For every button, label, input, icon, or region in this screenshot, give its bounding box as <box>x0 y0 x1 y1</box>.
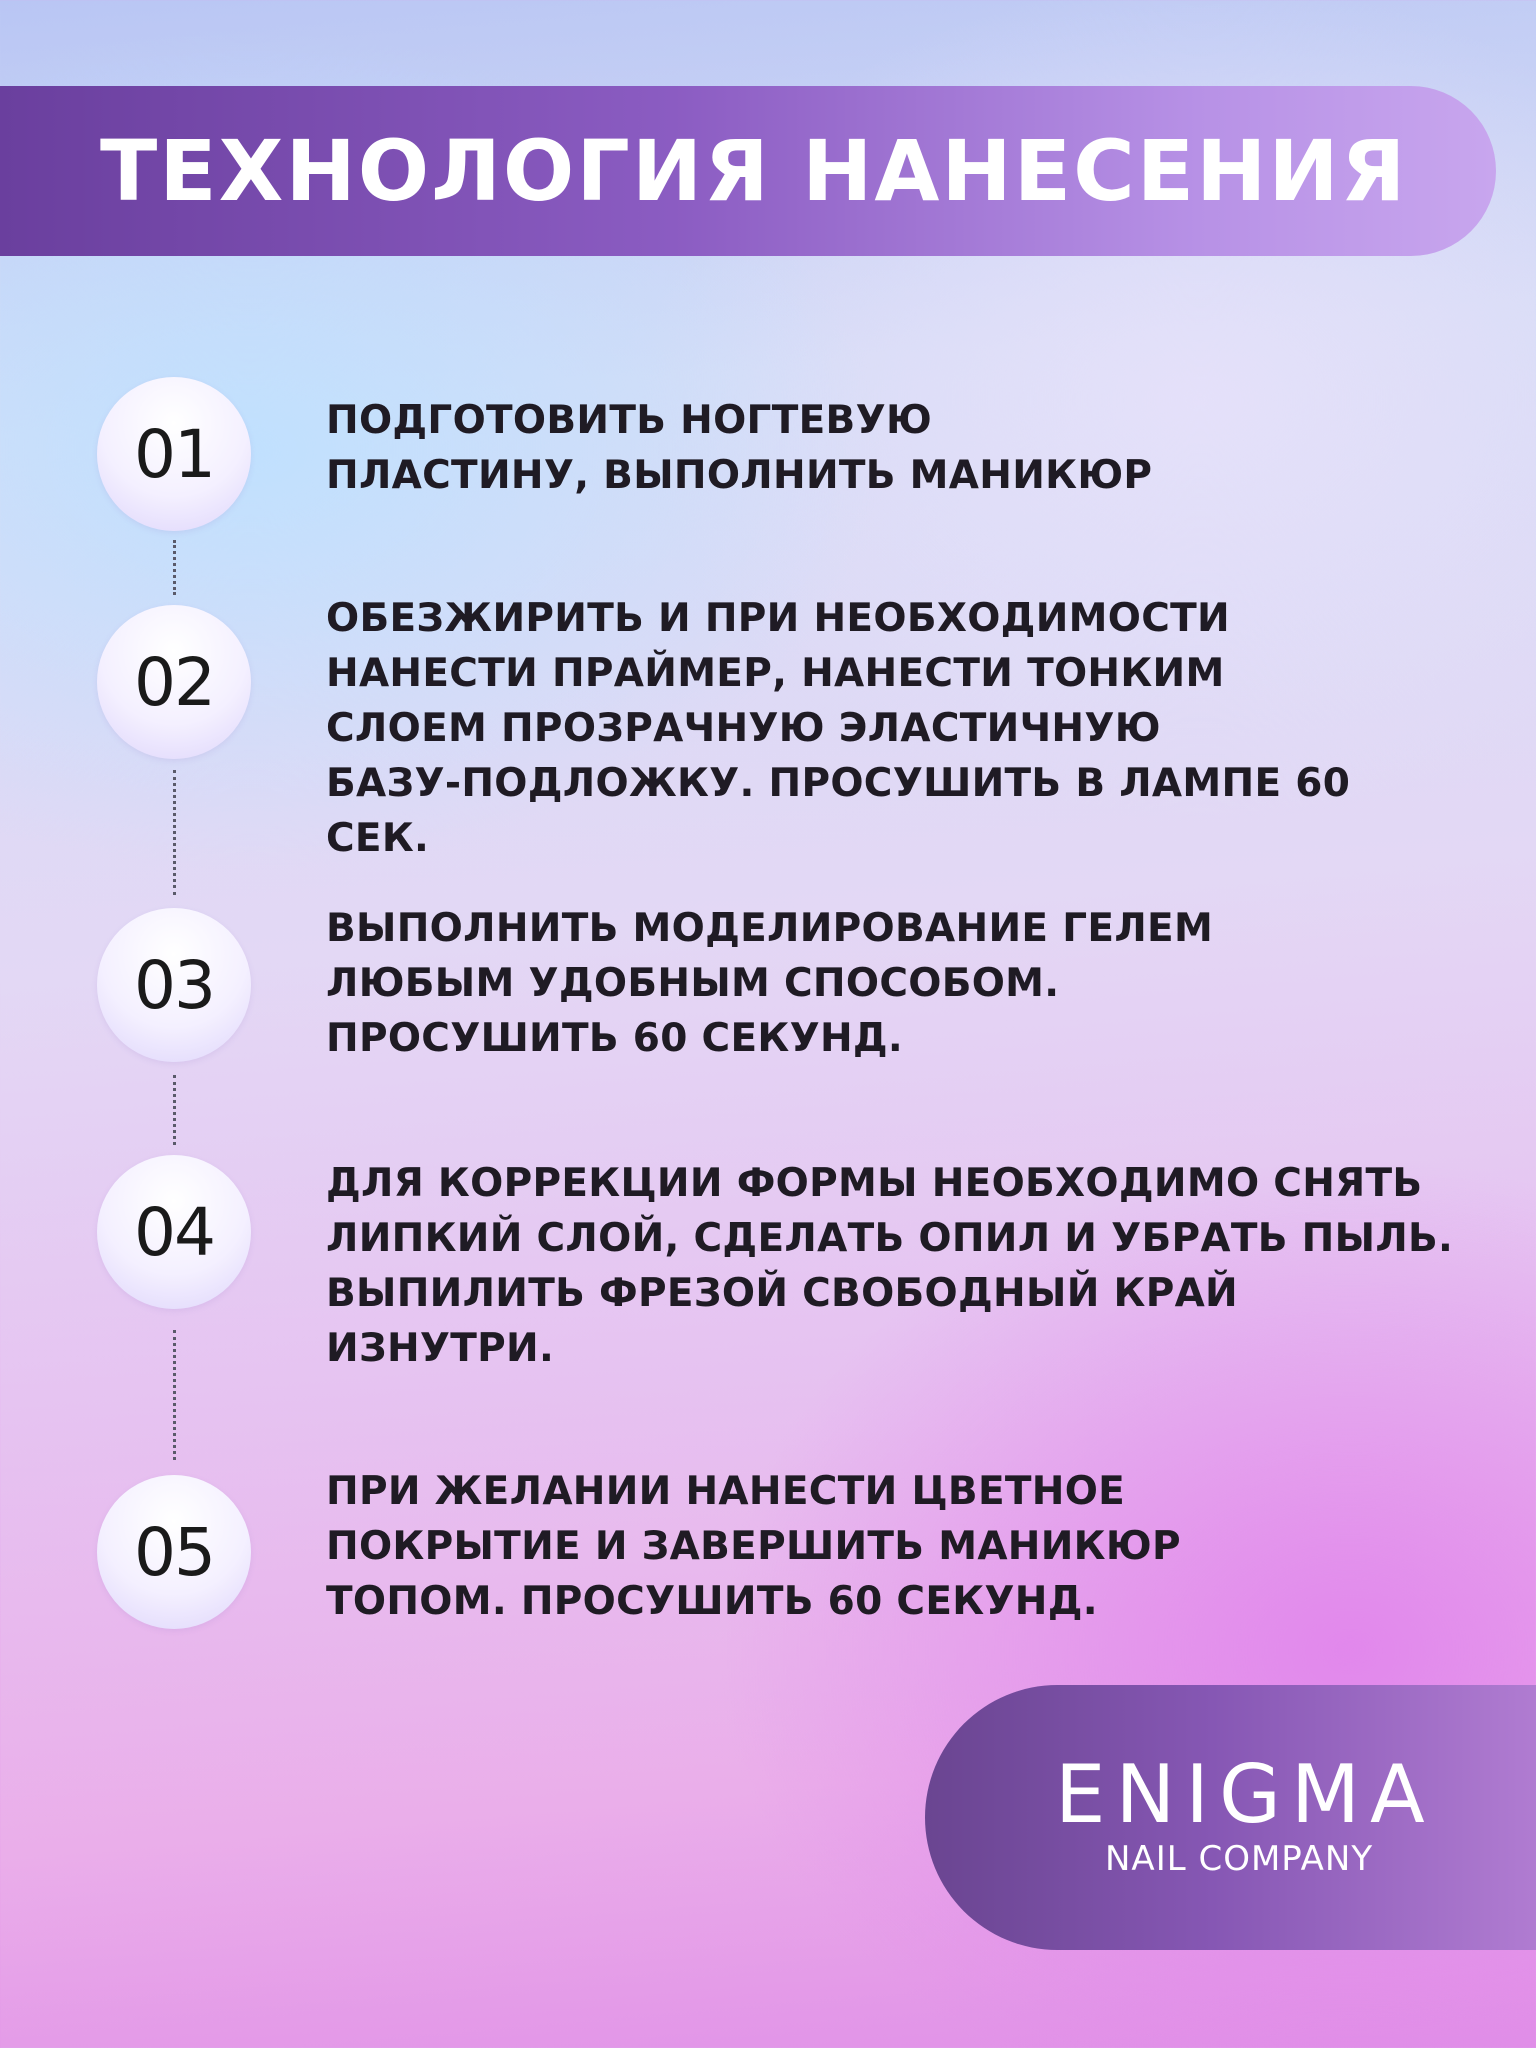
step-connector <box>173 540 176 595</box>
step-connector <box>173 770 176 895</box>
brand-logo-name: ENIGMA <box>1055 1748 1435 1841</box>
step-number: 02 <box>134 643 214 721</box>
step-number-badge <box>97 1155 251 1309</box>
step-instruction: ДЛЯ КОРРЕКЦИИ ФОРМЫ НЕОБХОДИМО СНЯТЬ ЛИПКИЙ СЛОЙ, СДЕЛАТЬ ОПИЛ И УБРАТЬ ПЫЛЬ. ВЫПИЛИТЬ ФРЕЗОЙ СВОБОДНЫЙ КРАЙ ИЗНУТРИ. <box>326 1161 1454 1371</box>
step-number: 05 <box>134 1513 214 1591</box>
page-title: ТЕХНОЛОГИЯ НАНЕСЕНИЯ <box>100 122 1408 220</box>
step-instruction: ПОДГОТОВИТЬ НОГТЕВУЮ ПЛАСТИНУ, ВЫПОЛНИТЬ МАНИКЮР <box>326 398 1153 498</box>
step-connector <box>173 1075 176 1145</box>
step-number-badge <box>97 605 251 759</box>
step-number-badge <box>97 1475 251 1629</box>
step-connector <box>173 1330 176 1460</box>
step-instruction: ОБЕЗЖИРИТЬ И ПРИ НЕОБХОДИМОСТИ НАНЕСТИ ПРАЙМЕР, НАНЕСТИ ТОНКИМ СЛОЕМ ПРОЗРАЧНУЮ ЭЛАСТИЧНУЮ БАЗУ-ПОДЛОЖКУ. ПРОСУШИТЬ В ЛАМПЕ 60 СЕК. <box>326 596 1351 861</box>
step-instruction: ПРИ ЖЕЛАНИИ НАНЕСТИ ЦВЕТНОЕ ПОКРЫТИЕ И ЗАВЕРШИТЬ МАНИКЮР ТОПОМ. ПРОСУШИТЬ 60 СЕКУНД. <box>326 1469 1181 1624</box>
step-number-badge <box>97 377 251 531</box>
brand-logo-tagline: NAIL COMPANY <box>1105 1839 1374 1879</box>
step-instruction: ВЫПОЛНИТЬ МОДЕЛИРОВАНИЕ ГЕЛЕМ ЛЮБЫМ УДОБНЫМ СПОСОБОМ. ПРОСУШИТЬ 60 СЕКУНД. <box>326 906 1214 1061</box>
step-number-badge <box>97 908 251 1062</box>
step-number: 03 <box>134 946 214 1024</box>
step-number: 01 <box>134 415 214 493</box>
header-banner <box>0 86 1496 256</box>
step-number: 04 <box>134 1193 214 1271</box>
brand-logo-badge <box>925 1685 1536 1950</box>
